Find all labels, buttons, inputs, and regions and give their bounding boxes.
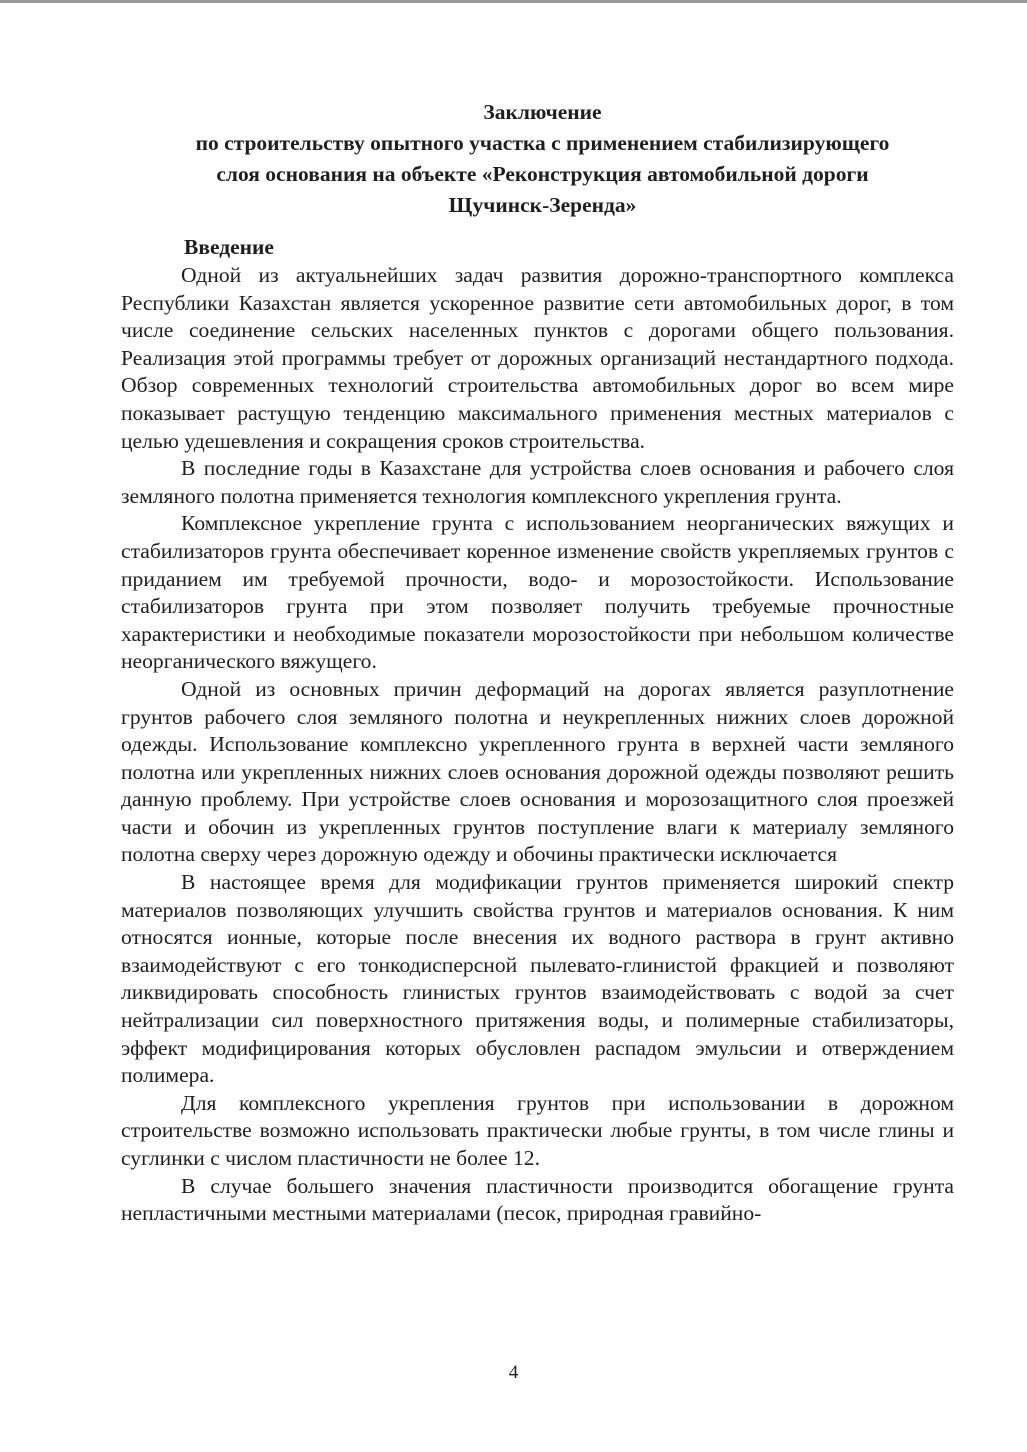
section-heading: Введение [184,235,274,259]
paragraph-5: В настоящее время для модификации грунтов применяется широкий спектр материалов позволяющих улучшить свойства грунтов и материалов основания. К ним относятся ионные, которые после внесения их водного раствора в грунт активно взаимодействуют с его тонкодисперсной пылевато-глинистой фракцией и позволяют ликвидировать способность глинистых грунтов взаимодействовать с водой за счет нейтрализации сил поверхностного притяжения воды, и полимерные стабилизаторы, эффект модифицирования которых обусловлен распадом эмульсии и отверждением полимера. [121,870,954,1088]
title-line-1: Заключение [483,100,602,124]
scan-edge-line [0,0,1027,3]
body-text [121,262,954,1228]
paragraph-1: Одной из актуальнейших задач развития дорожно-транспортного комплекса Республики Казахстан является ускоренное развитие сети автомобильных дорог, в том числе соединение сельских населенных пунктов с дорогами общего пользования. Реализация этой программы требует от дорожных организаций нестандартного подхода. Обзор современных технологий строительства автомобильных дорог во всем мире показывает растущую тенденцию максимального применения местных материалов с целью удешевления и сокращения сроков строительства. [121,263,954,453]
paragraph-2: В последние годы в Казахстане для устройства слоев основания и рабочего слоя земляного полотна применяется технология комплексного укрепления грунта. [121,456,954,508]
page-number: 4 [508,1362,519,1383]
paragraph-4: Одной из основных причин деформаций на дорогах является разуплотнение грунтов рабочего слоя земляного полотна и неукрепленных нижних слоев дорожной одежды. Использование комплексно укрепленного грунта в верхней части земляного полотна или укрепленных нижних слоев основания дорожной одежды позволяют решить данную проблему. При устройстве слоев основания и морозозащитного слоя проезжей части и обочин из укрепленных грунтов поступление влаги к материалу земляного полотна сверху через дорожную одежду и обочины практически исключается [121,676,954,867]
document-title [120,97,965,221]
title-line-4: Щучинск-Зеренда» [448,193,637,217]
title-line-2: по строительству опытного участка с применением стабилизирующего [195,131,890,155]
paragraph-3: Комплексное укрепление грунта с использованием неорганических вяжущих и стабилизаторов грунта обеспечивает коренное изменение свойств укрепляемых грунтов с приданием им требуемой прочности, водо- и морозостойкости. Использование стабилизаторов грунта при этом позволяет получить требуемые прочностные характеристики и необходимые показатели морозостойкости при небольшом количестве неорганического вяжущего. [121,511,954,674]
title-line-3: слоя основания на объекте «Реконструкция автомобильной дороги [216,162,869,186]
paragraph-6: Для комплексного укрепления грунтов при использовании в дорожном строительстве возможно использовать практически любые грунты, в том числе глины и суглинки с числом пластичности не более 12. [121,1090,954,1170]
paragraph-7: В случае большего значения пластичности производится обогащение грунта непластичными местными материалами (песок, природная гравийно- [121,1173,954,1226]
